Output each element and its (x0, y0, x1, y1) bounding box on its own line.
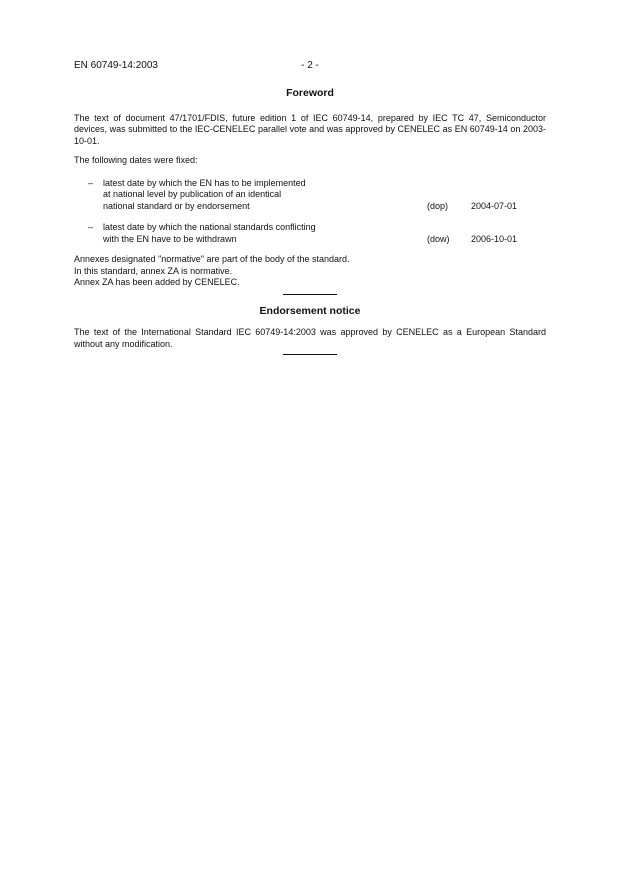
section-separator (283, 294, 337, 295)
annex-notes (74, 254, 546, 289)
date-item-dop (74, 178, 546, 213)
page-content (74, 88, 546, 355)
page-number: - 2 - (301, 60, 319, 71)
document-id: EN 60749-14:2003 (74, 60, 158, 71)
foreword-intro-paragraph (74, 113, 546, 148)
date-item-description (103, 222, 393, 245)
list-dash: – (88, 222, 94, 232)
date-item-line: national standard or by endorsement (103, 200, 250, 211)
section-separator (283, 354, 337, 355)
annex-note-line: In this standard, annex ZA is normative. (74, 265, 233, 276)
foreword-intro-line: The text of document 47/1701/FDIS, future edition 1 of IEC 60749-14, prepared by IEC TC 47, (74, 112, 482, 123)
foreword-intro-line: Semiconductor devices, was submitted to the IEC-CENELEC parallel vote and was approved by (74, 112, 546, 134)
dates-intro: The following dates were fixed: (74, 155, 198, 165)
endorsement-line: Standard without any modification. (74, 327, 546, 349)
date-value: 2004-07-01 (471, 200, 518, 211)
date-code: (dop) (427, 200, 449, 211)
date-item-line: at national level by publication of an identical (103, 189, 282, 199)
foreword-intro-line: CENELEC as EN 60749-14 on 2003-10-01. (74, 124, 546, 146)
page-header (74, 60, 546, 74)
date-item-line: with the EN have to be withdrawn (103, 233, 237, 244)
date-item-dow (74, 222, 546, 245)
annex-note-line: Annex ZA has been added by CENELEC. (74, 277, 240, 287)
date-item-line: latest date by which the EN has to be implemented (103, 177, 306, 188)
date-item-line: latest date by which the national standards conflicting (103, 222, 316, 232)
annex-note-line: Annexes designated "normative" are part of the body of the standard. (74, 254, 350, 264)
endorsement-heading: Endorsement notice (259, 304, 361, 317)
endorsement-line: The text of the International Standard IEC 60749-14:2003 was approved by CENELEC as a European (74, 327, 506, 337)
date-code: (dow) (427, 233, 450, 244)
list-dash: – (88, 177, 94, 188)
endorsement-paragraph (74, 327, 546, 350)
foreword-heading: Foreword (286, 87, 334, 99)
date-value: 2006-10-01 (471, 233, 518, 244)
date-item-description (103, 178, 393, 213)
dates-list (74, 178, 546, 246)
